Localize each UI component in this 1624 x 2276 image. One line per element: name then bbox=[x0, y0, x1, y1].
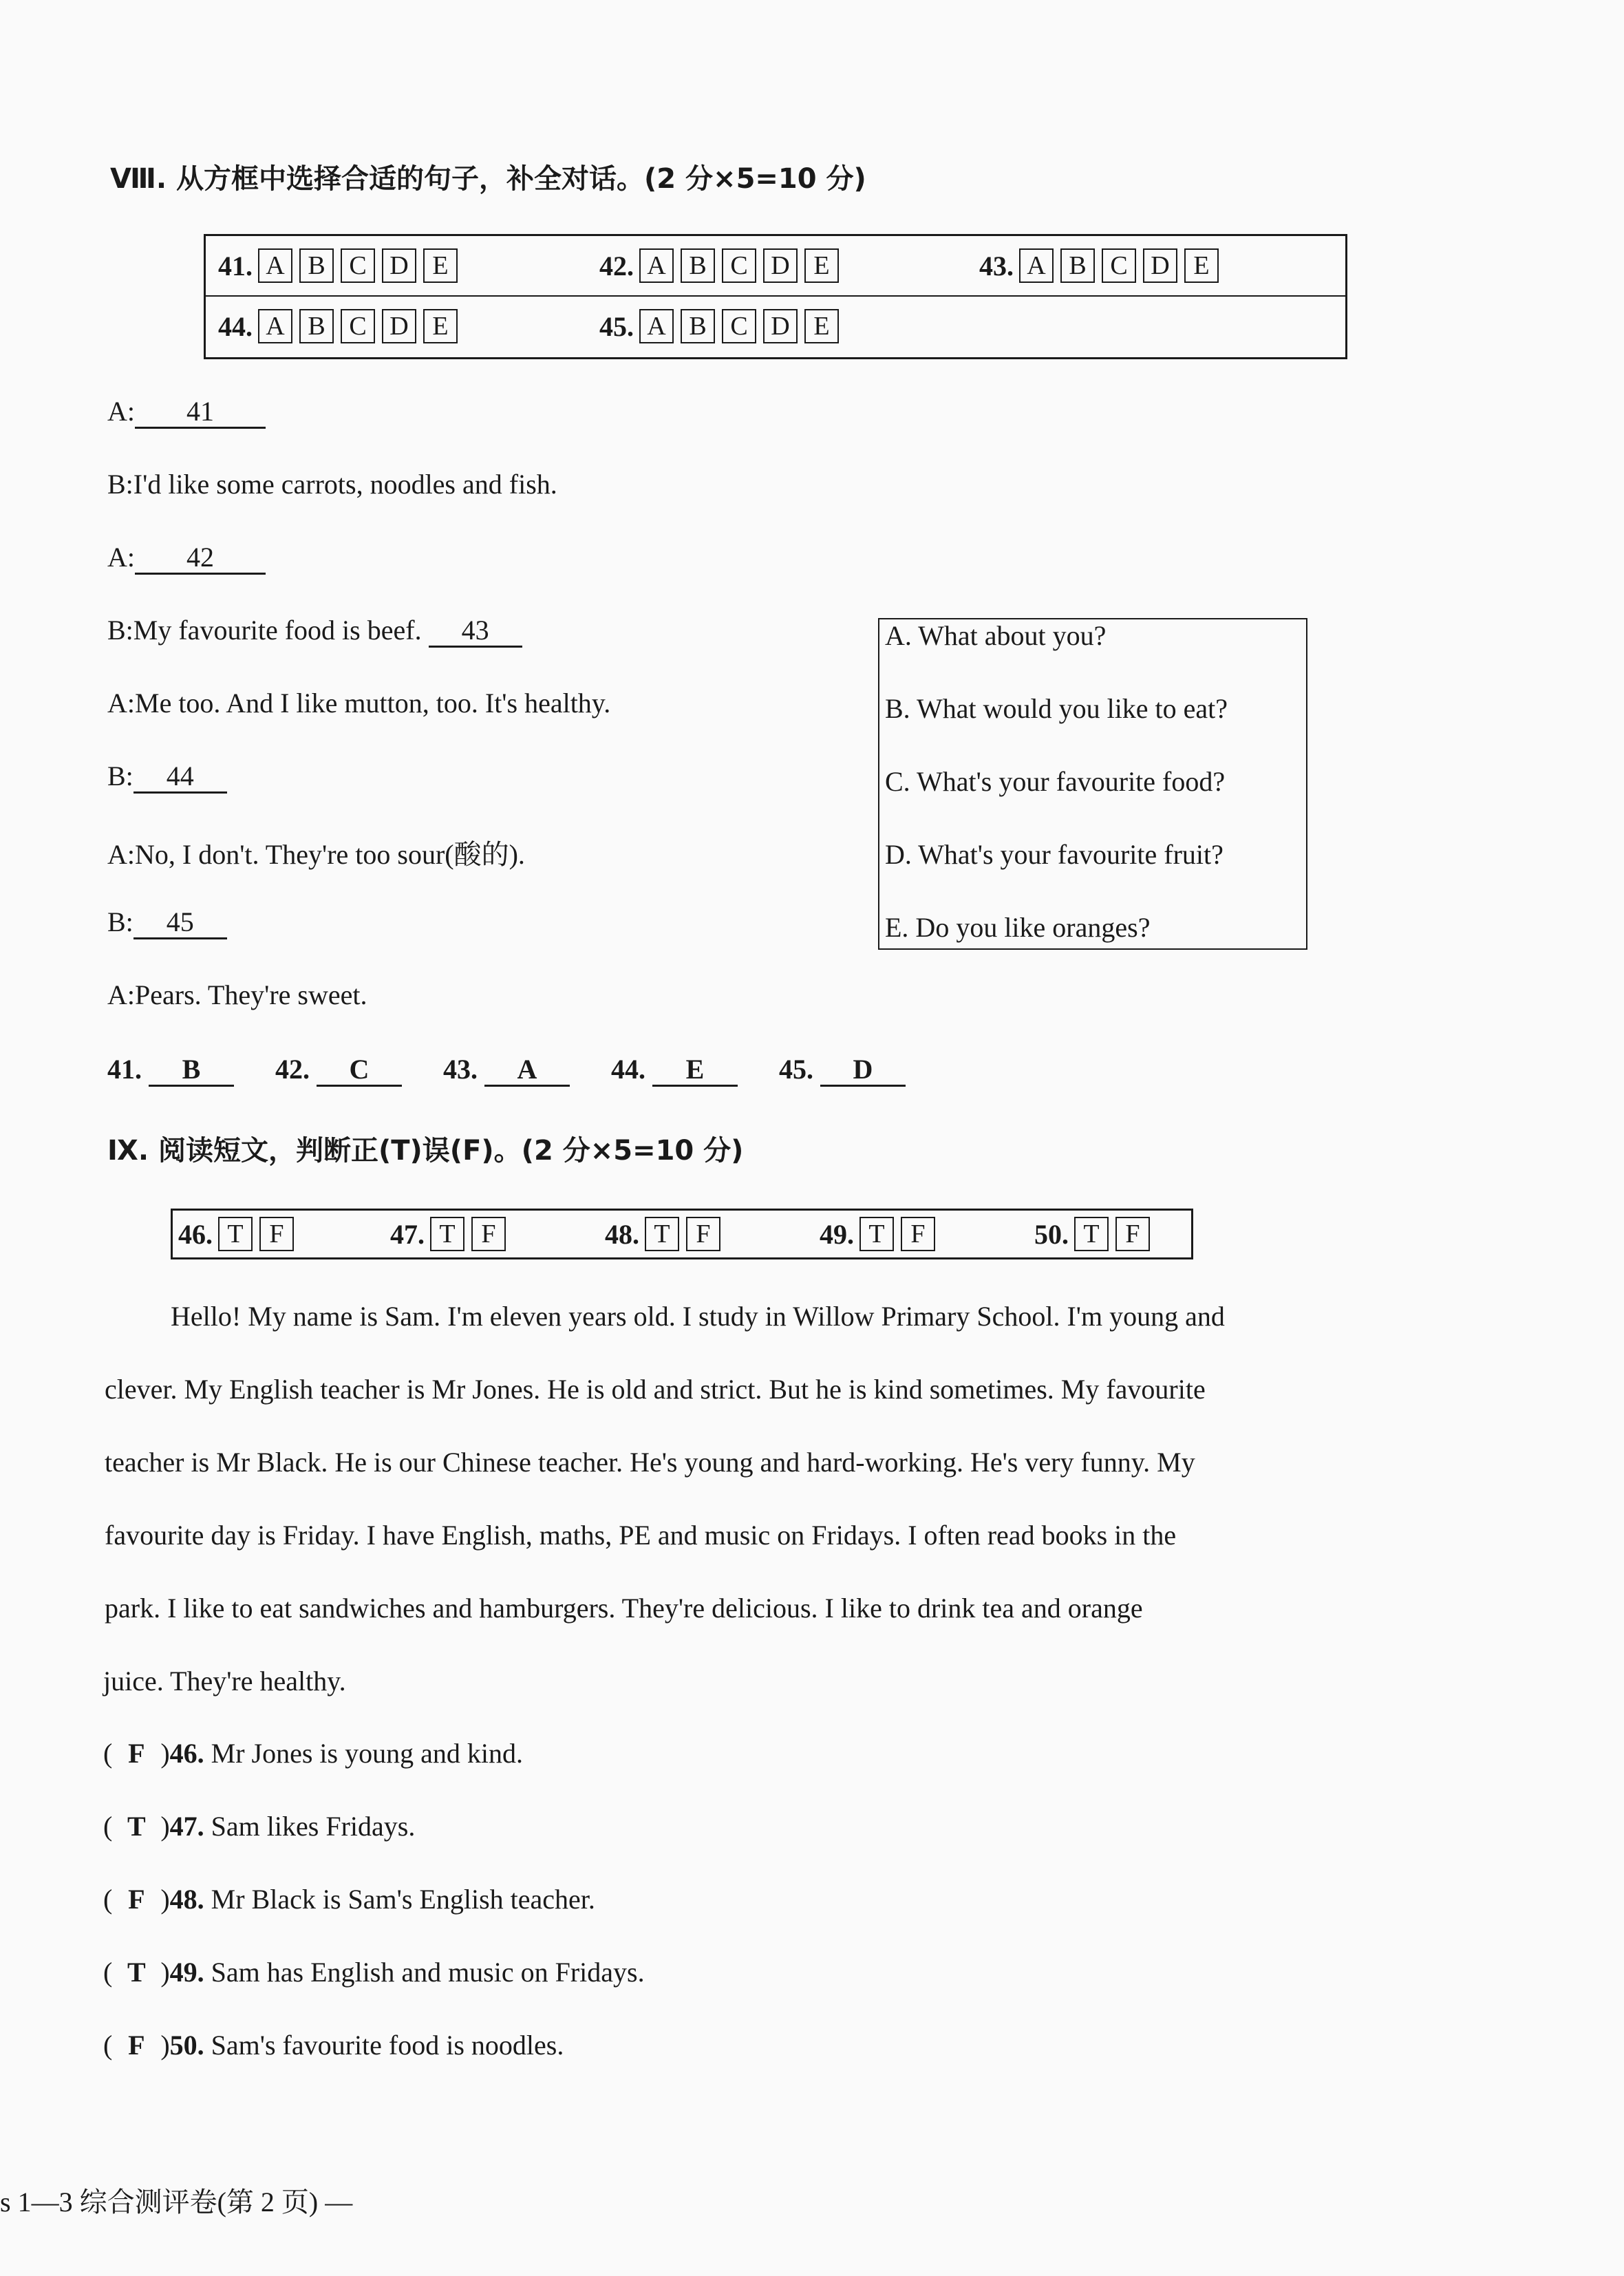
tf-item-48[interactable] bbox=[605, 1211, 727, 1257]
dialogue-line-8 bbox=[107, 906, 227, 939]
option-box-c[interactable]: C bbox=[341, 309, 375, 343]
option-box-a[interactable]: A bbox=[258, 248, 292, 283]
option-box-e[interactable]: E bbox=[804, 248, 839, 283]
statement-text: Sam likes Fridays. bbox=[211, 1811, 416, 1842]
tf-answer[interactable]: F bbox=[128, 2030, 145, 2061]
answer-grid-41-45 bbox=[204, 234, 1347, 359]
true-box[interactable]: T bbox=[430, 1217, 464, 1251]
option-box-a[interactable]: A bbox=[1019, 248, 1054, 283]
answer-41[interactable]: B bbox=[149, 1054, 234, 1087]
option-box-d[interactable]: D bbox=[763, 248, 798, 283]
answer-45[interactable]: D bbox=[820, 1054, 906, 1087]
speaker: B: bbox=[107, 615, 133, 646]
option-box-b[interactable]: B bbox=[299, 248, 334, 283]
passage-line-2: clever. My English teacher is Mr Jones. He is old and strict. But he is kind sometimes. My favourite bbox=[105, 1374, 1206, 1405]
option-box-c[interactable]: C bbox=[722, 248, 756, 283]
tf-answer-grid bbox=[171, 1209, 1193, 1259]
statement-48: ( F )48. Mr Black is Sam's English teacher. bbox=[103, 1884, 595, 1915]
option-box-b[interactable]: B bbox=[299, 309, 334, 343]
tf-answer[interactable]: T bbox=[127, 1957, 146, 1988]
dialogue-line-2 bbox=[107, 468, 557, 500]
grid-item-43[interactable] bbox=[979, 236, 1226, 295]
statement-number: 49. bbox=[169, 1957, 204, 1988]
section-8-title: Ⅷ. 从方框中选择合适的句子，补全对话。(2 分×5=10 分) bbox=[110, 163, 866, 195]
statement-text: Mr Jones is young and kind. bbox=[211, 1738, 523, 1769]
question-number: 49. bbox=[820, 1218, 854, 1250]
speaker: B: bbox=[107, 906, 133, 937]
statement-number: 46. bbox=[169, 1738, 204, 1769]
false-box[interactable]: F bbox=[686, 1217, 720, 1251]
dialogue-text: Pears. They're sweet. bbox=[135, 979, 367, 1010]
question-number: 46. bbox=[178, 1218, 213, 1250]
blank-44[interactable]: 44 bbox=[133, 761, 227, 794]
grid-item-45[interactable] bbox=[599, 297, 846, 356]
true-box[interactable]: T bbox=[859, 1217, 894, 1251]
speaker: A: bbox=[107, 839, 135, 870]
answer-42[interactable]: C bbox=[317, 1054, 402, 1087]
choice-b: B. What would you like to eat? bbox=[885, 693, 1228, 724]
option-box-e[interactable]: E bbox=[423, 248, 458, 283]
passage-line-4: favourite day is Friday. I have English, maths, PE and music on Fridays. I often read books in the bbox=[105, 1520, 1177, 1551]
dialogue-line-6 bbox=[107, 760, 227, 794]
tf-item-46[interactable] bbox=[178, 1211, 301, 1257]
option-box-e[interactable]: E bbox=[423, 309, 458, 343]
statement-text: Sam's favourite food is noodles. bbox=[211, 2030, 564, 2061]
true-box[interactable]: T bbox=[1074, 1217, 1109, 1251]
false-box[interactable]: F bbox=[471, 1217, 506, 1251]
speaker: B: bbox=[107, 761, 133, 791]
grid-item-44[interactable] bbox=[218, 297, 464, 356]
choice-d: D. What's your favourite fruit? bbox=[885, 839, 1224, 870]
statement-49: ( T )49. Sam has English and music on Fridays. bbox=[103, 1957, 645, 1988]
dialogue-text: No, I don't. They're too sour(酸的). bbox=[135, 839, 525, 870]
tf-answer[interactable]: T bbox=[127, 1811, 146, 1842]
dialogue-text: Me too. And I like mutton, too. It's healthy. bbox=[135, 688, 611, 719]
tf-answer[interactable]: F bbox=[128, 1884, 145, 1915]
passage-line-1: Hello! My name is Sam. I'm eleven years old. I study in Willow Primary School. I'm young and bbox=[171, 1301, 1225, 1332]
statement-text: Mr Black is Sam's English teacher. bbox=[211, 1884, 595, 1915]
question-number: 44. bbox=[218, 310, 253, 342]
false-box[interactable]: F bbox=[1115, 1217, 1150, 1251]
option-box-c[interactable]: C bbox=[722, 309, 756, 343]
statement-number: 48. bbox=[169, 1884, 204, 1915]
option-box-c[interactable]: C bbox=[341, 248, 375, 283]
question-number: 42. bbox=[599, 250, 634, 281]
dialogue-line-7 bbox=[107, 833, 525, 872]
page-footer: s 1—3 综合测评卷(第 2 页) — bbox=[0, 2187, 353, 2217]
answer-number: 43. bbox=[443, 1054, 478, 1085]
true-box[interactable]: T bbox=[645, 1217, 679, 1251]
answer-44[interactable]: E bbox=[652, 1054, 738, 1087]
statement-50: ( F )50. Sam's favourite food is noodles. bbox=[103, 2030, 564, 2061]
choice-e: E. Do you like oranges? bbox=[885, 912, 1151, 943]
answers-row bbox=[107, 1053, 906, 1087]
passage-line-6: juice. They're healthy. bbox=[103, 1666, 346, 1697]
tf-answer[interactable]: F bbox=[128, 1738, 145, 1769]
dialogue-text: I'd like some carrots, noodles and fish. bbox=[133, 469, 557, 500]
dialogue-text: My favourite food is beef. bbox=[133, 615, 429, 646]
question-number: 43. bbox=[979, 250, 1014, 281]
section-9-title: Ⅸ. 阅读短文，判断正(T)误(F)。(2 分×5=10 分) bbox=[107, 1135, 744, 1167]
dialogue-line-5 bbox=[107, 687, 610, 719]
grid-item-41[interactable] bbox=[218, 236, 464, 295]
statement-47: ( T )47. Sam likes Fridays. bbox=[103, 1811, 416, 1842]
answer-number: 45. bbox=[779, 1054, 813, 1085]
answer-number: 41. bbox=[107, 1054, 142, 1085]
tf-item-50[interactable] bbox=[1034, 1211, 1157, 1257]
speaker: A: bbox=[107, 542, 135, 573]
option-box-a[interactable]: A bbox=[258, 309, 292, 343]
option-box-d[interactable]: D bbox=[763, 309, 798, 343]
option-box-c[interactable]: C bbox=[1102, 248, 1136, 283]
question-number: 48. bbox=[605, 1218, 639, 1250]
true-box[interactable]: T bbox=[218, 1217, 253, 1251]
option-box-b[interactable]: B bbox=[681, 309, 715, 343]
dialogue-line-1 bbox=[107, 395, 266, 429]
question-number: 47. bbox=[390, 1218, 425, 1250]
question-number: 41. bbox=[218, 250, 253, 281]
option-box-d[interactable]: D bbox=[382, 309, 416, 343]
option-box-d[interactable]: D bbox=[382, 248, 416, 283]
speaker: A: bbox=[107, 688, 135, 719]
question-number: 45. bbox=[599, 310, 634, 342]
blank-43[interactable]: 43 bbox=[429, 615, 522, 648]
statement-number: 47. bbox=[169, 1811, 204, 1842]
speaker: A: bbox=[107, 396, 135, 427]
statement-number: 50. bbox=[169, 2030, 204, 2061]
answer-number: 42. bbox=[275, 1054, 310, 1085]
tf-item-47[interactable] bbox=[390, 1211, 513, 1257]
dialogue-line-3 bbox=[107, 541, 266, 575]
statement-46: ( F )46. Mr Jones is young and kind. bbox=[103, 1738, 523, 1769]
choice-c: C. What's your favourite food? bbox=[885, 766, 1226, 797]
dialogue-line-9 bbox=[107, 979, 367, 1011]
answer-43[interactable]: A bbox=[484, 1054, 570, 1087]
speaker: B: bbox=[107, 469, 133, 500]
passage-line-5: park. I like to eat sandwiches and hamburgers. They're delicious. I like to drink tea and orange bbox=[105, 1593, 1143, 1624]
dialogue-line-4 bbox=[107, 614, 522, 648]
passage-line-3: teacher is Mr Black. He is our Chinese teacher. He's young and hard-working. He's very funny. My bbox=[105, 1447, 1195, 1478]
choice-box bbox=[878, 618, 1307, 950]
option-box-e[interactable]: E bbox=[1184, 248, 1219, 283]
choice-a: A. What about you? bbox=[885, 620, 1107, 651]
option-box-b[interactable]: B bbox=[1060, 248, 1095, 283]
false-box[interactable]: F bbox=[901, 1217, 935, 1251]
blank-42[interactable]: 42 bbox=[135, 542, 266, 575]
option-box-a[interactable]: A bbox=[639, 309, 674, 343]
grid-item-42[interactable] bbox=[599, 236, 846, 295]
false-box[interactable]: F bbox=[259, 1217, 294, 1251]
speaker: A: bbox=[107, 979, 135, 1010]
tf-item-49[interactable] bbox=[820, 1211, 942, 1257]
question-number: 50. bbox=[1034, 1218, 1069, 1250]
option-box-e[interactable]: E bbox=[804, 309, 839, 343]
blank-41[interactable]: 41 bbox=[135, 396, 266, 429]
option-box-a[interactable]: A bbox=[639, 248, 674, 283]
statement-text: Sam has English and music on Fridays. bbox=[211, 1957, 645, 1988]
answer-number: 44. bbox=[611, 1054, 645, 1085]
option-box-d[interactable]: D bbox=[1143, 248, 1177, 283]
blank-45[interactable]: 45 bbox=[133, 907, 227, 939]
option-box-b[interactable]: B bbox=[681, 248, 715, 283]
